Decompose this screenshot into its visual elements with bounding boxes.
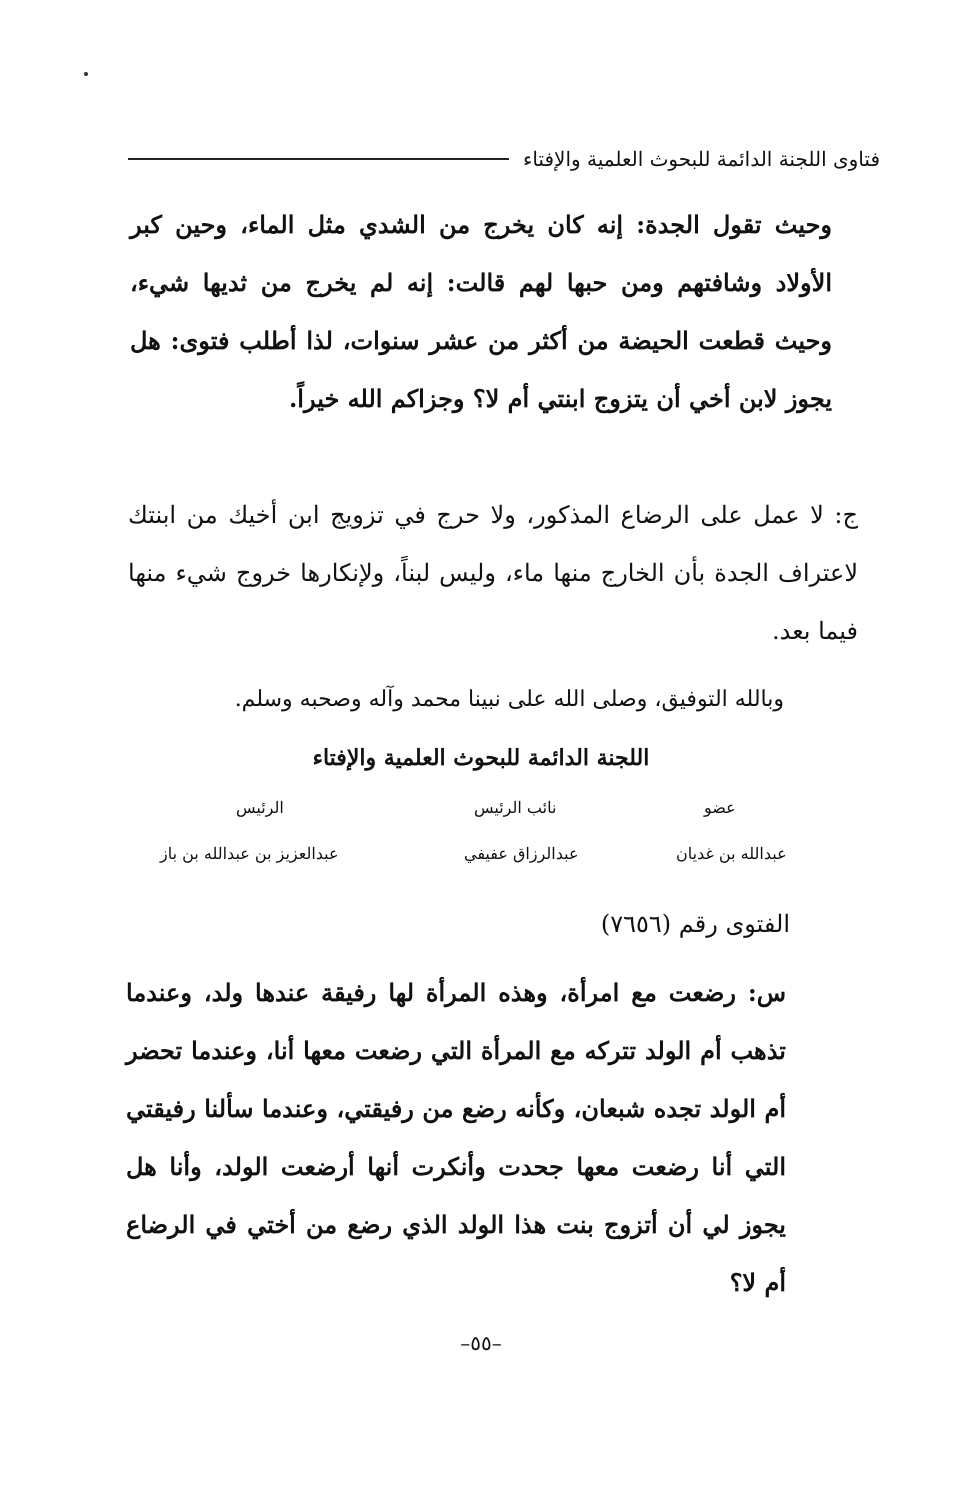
question-1-text: وحيث تقول الجدة: إنه كان يخرج من الشدي مثل الماء، وحين كبر الأولاد وشافتهم ومن حبها لهم قالت: إنه لم يخرج من ثديها شيء، وحيث قطعت الحيضة من أكثر من عشر سنوات، لذا أطلب فتوى: هل يجوز لابن أخي أن يتزوج ابنتي أم لا؟ وجزاكم الله خيراً. xyxy=(130,210,832,413)
committee-name: اللجنة الدائمة للبحوث العلمية والإفتاء xyxy=(312,745,650,771)
running-header xyxy=(128,142,880,176)
fatwa-number-heading: الفتوى رقم (٧٦٥٦) xyxy=(600,910,790,938)
signatory-role-president: الرئيس xyxy=(236,798,284,817)
signatory-role-member: عضو xyxy=(704,798,736,817)
closing-formula: وبالله التوفيق، وصلى الله على نبينا محمد وآله وصحبه وسلم. xyxy=(234,687,784,712)
question-2-text: س: رضعت مع امرأة، وهذه المرأة لها رفيقة عندها ولد، وعندما تذهب أم الولد تتركه مع المرأة التي رضعت معها أنا، وعندما تحضر أم الولد تجده شبعان، وكأنه رضع من رفيقتي، وعندما سألنا رفيقتي التي أنا رضعت معها جحدت وأنكرت أنها أرضعت الولد، وأنا هل يجوز لي أن أتزوج بنت هذا الولد الذي رضع من أختي في الرضاع أم لا؟ xyxy=(126,978,787,1297)
header-rule xyxy=(128,158,509,160)
running-title: فتاوى اللجنة الدائمة للبحوث العلمية والإفتاء xyxy=(522,147,880,171)
signatory-role-deputy: نائب الرئيس xyxy=(474,798,557,817)
signatory-name-deputy: عبدالرزاق عفيفي xyxy=(464,844,579,863)
answer-1-text: ج: لا عمل على الرضاع المذكور، ولا حرج في تزويج ابن أخيك من ابنتك لاعتراف الجدة بأن الخارج منها ماء، وليس لبناً، ولإنكارها خروج شيء منها فيما بعد. xyxy=(128,501,858,645)
signatory-name-member: عبدالله بن غديان xyxy=(676,844,787,863)
stray-mark xyxy=(84,72,88,76)
page-number: –٥٥– xyxy=(460,1331,502,1355)
signatory-name-president: عبدالعزيز بن عبدالله بن باز xyxy=(160,844,339,863)
